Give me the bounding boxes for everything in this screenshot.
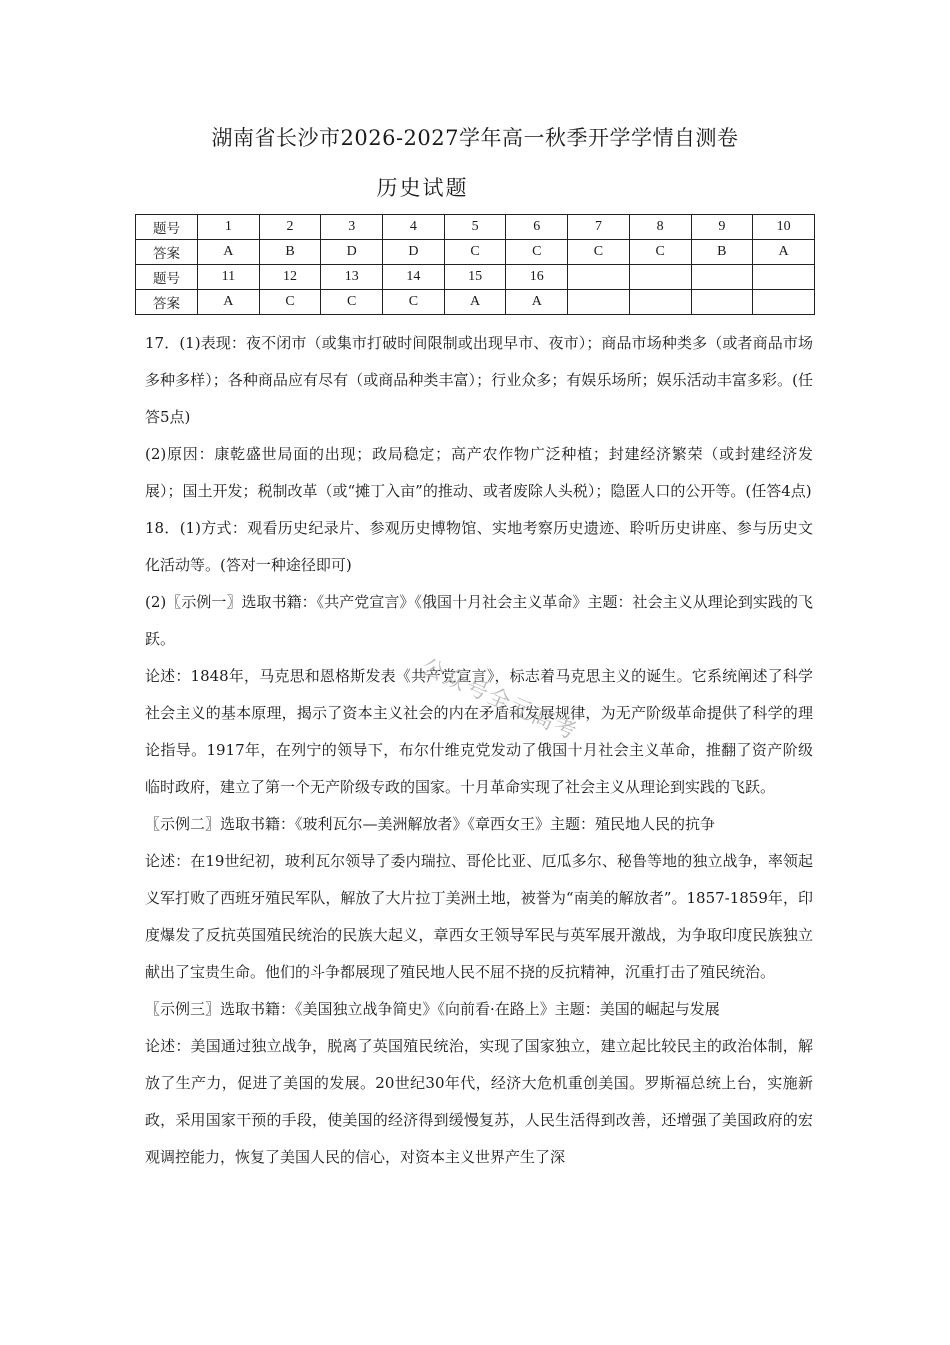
answer-table-cell bbox=[629, 265, 691, 290]
answer-table-cell: 13 bbox=[321, 265, 383, 290]
answer-table-cell: 4 bbox=[383, 215, 445, 240]
document-subtitle: 历史试题 bbox=[376, 176, 469, 200]
answer-table-cell: 16 bbox=[506, 265, 568, 290]
answer-table-row bbox=[136, 215, 815, 240]
answer-table-cell: 7 bbox=[568, 215, 630, 240]
answer-table-row bbox=[136, 240, 815, 265]
answer-table-cell: 2 bbox=[259, 215, 321, 240]
answer-table-row bbox=[136, 290, 815, 315]
answer-table-cell bbox=[629, 290, 691, 315]
q18-example2-body: 论述：在19世纪初，玻利瓦尔领导了委内瑞拉、哥伦比亚、厄瓜多尔、秘鲁等地的独立战争，率领起义军打败了西班牙殖民军队，解放了大片拉丁美洲土地，被誉为“南美的解放者”。1857-1859年，印度爆发了反抗英国殖民统治的民族大起义，章西女王领导军民与英军展开激战，为争取印度民族独立献出了宝贵生命。他们的斗争都展现了殖民地人民不屈不挠的反抗精神，沉重打击了殖民统治。 bbox=[145, 852, 813, 981]
answer-table-cell: C bbox=[383, 290, 445, 315]
q18-example2-heading: 〖示例二〗选取书籍：《玻利瓦尔—美洲解放者》《章西女王》主题：殖民地人民的抗争 bbox=[145, 815, 716, 833]
answer-table-cell: 3 bbox=[321, 215, 383, 240]
answer-table-cell: 8 bbox=[629, 215, 691, 240]
answer-table-cell bbox=[568, 265, 630, 290]
answer-table-cell: 6 bbox=[506, 215, 568, 240]
answer-table-cell: C bbox=[506, 240, 568, 265]
answer-table-cell: 9 bbox=[691, 215, 753, 240]
answer-table-cell: 11 bbox=[198, 265, 260, 290]
answer-table-cell: B bbox=[259, 240, 321, 265]
answer-table-cell: D bbox=[321, 240, 383, 265]
answer-table-cell: C bbox=[321, 290, 383, 315]
answer-table-cell: 15 bbox=[444, 265, 506, 290]
answer-table-row-head: 答案 bbox=[136, 290, 198, 315]
answer-table-cell: 14 bbox=[383, 265, 445, 290]
answer-table-cell: B bbox=[691, 240, 753, 265]
answer-table-cell: A bbox=[444, 290, 506, 315]
answer-table-row-head: 答案 bbox=[136, 240, 198, 265]
q17-part1: 17．(1)表现：夜不闭市（或集市打破时间限制或出现早市、夜市）；商品市场种类多（或者商品市场多种多样）；各种商品应有尽有（或商品种类丰富）；行业众多；有娱乐场所；娱乐活动丰富多彩。(任答5点) bbox=[145, 334, 813, 426]
answer-table-cell: C bbox=[568, 240, 630, 265]
q18-example1-body: 论述：1848年，马克思和恩格斯发表《共产党宣言》，标志着马克思主义的诞生。它系统阐述了科学社会主义的基本原理，揭示了资本主义社会的内在矛盾和发展规律，为无产阶级革命提供了科学的理论指导。1917年，在列宁的领导下，布尔什维克党发动了俄国十月社会主义革命，推翻了资产阶级临时政府，建立了第一个无产阶级专政的国家。十月革命实现了社会主义从理论到实践的飞跃。 bbox=[145, 667, 813, 796]
answer-table-cell: 5 bbox=[444, 215, 506, 240]
answer-table-cell bbox=[753, 290, 815, 315]
answer-table-cell: C bbox=[259, 290, 321, 315]
q18-example1-heading: (2)〖示例一〗选取书籍：《共产党宣言》《俄国十月社会主义革命》主题：社会主义从理论到实践的飞跃。 bbox=[145, 593, 813, 648]
q18-part1: 18．(1)方式：观看历史纪录片、参观历史博物馆、实地考察历史遗迹、聆听历史讲座、参与历史文化活动等。(答对一种途径即可) bbox=[145, 519, 813, 574]
answer-table-cell bbox=[568, 290, 630, 315]
answer-content bbox=[145, 325, 813, 1176]
answer-table-cell: 10 bbox=[753, 215, 815, 240]
answer-table-cell: C bbox=[444, 240, 506, 265]
answer-table bbox=[135, 214, 815, 315]
answer-table-cell: D bbox=[383, 240, 445, 265]
answer-table-row-head: 题号 bbox=[136, 265, 198, 290]
q18-example3-heading: 〖示例三〗选取书籍：《美国独立战争简史》《向前看·在路上》主题：美国的崛起与发展 bbox=[145, 1000, 720, 1018]
document-title: 湖南省长沙市2026-2027学年高一秋季开学学情自测卷 bbox=[211, 126, 739, 150]
answer-table-cell: C bbox=[629, 240, 691, 265]
answer-table-cell: 12 bbox=[259, 265, 321, 290]
watermark: 公众号全元高考 bbox=[417, 654, 582, 746]
q18-example3-body: 论述：美国通过独立战争，脱离了英国殖民统治，实现了国家独立，建立起比较民主的政治体制，解放了生产力，促进了美国的发展。20世纪30年代，经济大危机重创美国。罗斯福总统上台，实施新政，采用国家干预的手段，使美国的经济得到缓慢复苏，人民生活得到改善，还增强了美国政府的宏观调控能力，恢复了美国人民的信心，对资本主义世界产生了深 bbox=[145, 1037, 813, 1166]
answer-table-cell: A bbox=[198, 290, 260, 315]
q17-part2: (2)原因：康乾盛世局面的出现；政局稳定；高产农作物广泛种植；封建经济繁荣（或封建经济发展）；国土开发；税制改革（或“摊丁入亩”的推动、或者废除人头税）；隐匿人口的公开等。(任答4点) bbox=[145, 445, 813, 500]
answer-table-cell: A bbox=[506, 290, 568, 315]
answer-table-cell: A bbox=[753, 240, 815, 265]
answer-table-cell bbox=[753, 265, 815, 290]
answer-table-cell bbox=[691, 265, 753, 290]
answer-table-cell bbox=[691, 290, 753, 315]
answer-table-row bbox=[136, 265, 815, 290]
answer-table-row-head: 题号 bbox=[136, 215, 198, 240]
answer-table-cell: 1 bbox=[198, 215, 260, 240]
answer-table-cell: A bbox=[198, 240, 260, 265]
